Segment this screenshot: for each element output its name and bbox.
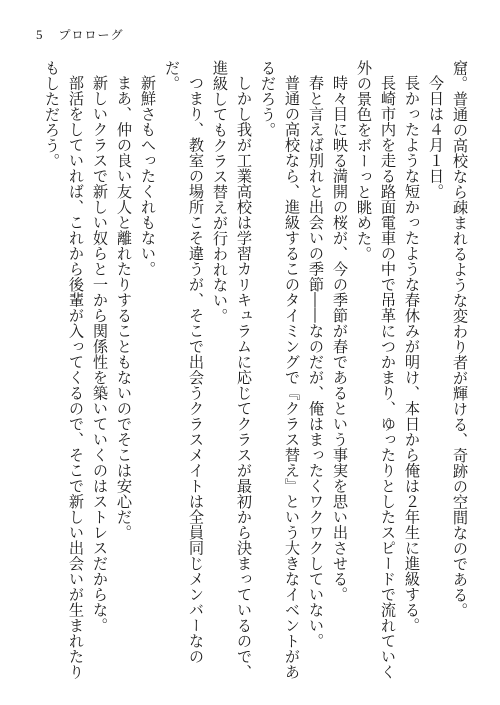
text-line: まあ、仲の良い友人と離れたりすることもないのでそこは安心だ。 xyxy=(115,75,133,541)
text-line: るだろう。 xyxy=(259,60,277,138)
page-header xyxy=(36,26,124,43)
chapter-title: プロローグ xyxy=(58,28,124,42)
text-line: つまり、教室の場所こそ違うが、そこで出会うクラスメイトは全員同じメンバーなのだ。 xyxy=(163,60,205,665)
text-line: 部活をしていれば、これから後輩が入ってくるので、そこで新しい出会いが生まれたり xyxy=(67,75,85,680)
text-line: 進級してもクラス替えが行われない。 xyxy=(211,60,229,324)
text-line: 今日は４月１日。 xyxy=(427,75,445,200)
body-text xyxy=(22,60,472,680)
text-line: 時々目に映る満開の桜が、今の季節が春であるという事実を思い出させる。 xyxy=(331,75,349,603)
text-line: 新しいクラスで新しい奴らと一から関係性を築いていくのはストレスだからな。 xyxy=(91,75,109,634)
text-line: しかし我が工業高校は学習カリキュラムに応じてクラスが最初から決まっているので、 xyxy=(235,75,253,680)
text-line: もしただろう。 xyxy=(43,60,61,169)
text-line: 春と言えば別れと出会いの季節――なのだが、俺はまったくワクワクしていない。 xyxy=(307,75,325,649)
text-line: 長崎市内を走る路面電車の中で吊革につかまり、ゆったりとしたスピードで流れていく xyxy=(379,75,397,680)
text-line: 普通の高校なら、進級するこのタイミングで『クラス替え』という大きなイベントがあ xyxy=(283,75,301,680)
text-line: 外の景色をボーっと眺めた。 xyxy=(355,60,373,262)
text-line: 長かったような短かったような春休みが明け、本日から俺は２年生に進級する。 xyxy=(403,75,421,634)
text-line: 窟。普通の高校なら疎まれるような変わり者が輝ける、奇跡の空間なのである。 xyxy=(451,60,469,618)
page-number: 5 xyxy=(36,27,43,42)
text-line: 新鮮さもへったくれもない。 xyxy=(139,75,157,277)
